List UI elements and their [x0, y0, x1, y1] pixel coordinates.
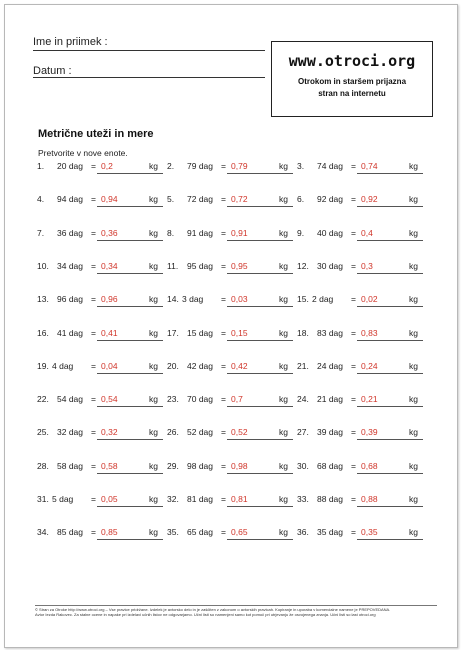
answer-line	[97, 539, 163, 540]
equals-sign: =	[221, 294, 226, 305]
unit-label: kg	[149, 427, 158, 438]
site-logo	[271, 41, 433, 117]
exercise-answer: 0,72	[231, 194, 248, 205]
exercise-answer: 0,02	[361, 294, 378, 305]
equals-sign: =	[351, 227, 356, 238]
exercise-quantity: 40 dag	[317, 227, 343, 238]
answer-line	[97, 306, 163, 307]
exercise-answer: 0,03	[231, 294, 248, 305]
exercise-answer: 0,2	[101, 161, 113, 171]
exercise-item	[297, 161, 425, 175]
exercise-item	[167, 427, 295, 441]
exercise-item	[37, 261, 165, 275]
exercise-quantity: 3 dag	[182, 294, 204, 305]
exercise-quantity: 24 dag	[317, 360, 343, 371]
exercise-number: 19.	[37, 360, 49, 371]
equals-sign: =	[351, 161, 356, 171]
exercise-item	[297, 261, 425, 275]
exercise-number: 13.	[37, 294, 49, 305]
answer-line	[357, 340, 423, 341]
equals-sign: =	[351, 194, 356, 205]
unit-label: kg	[279, 460, 288, 471]
exercise-quantity: 72 dag	[187, 194, 213, 205]
answer-line	[357, 240, 423, 241]
unit-label: kg	[149, 460, 158, 471]
unit-label: kg	[409, 494, 418, 504]
answer-line	[357, 506, 423, 507]
exercise-quantity: 41 dag	[57, 327, 83, 338]
exercise-quantity: 95 dag	[187, 260, 213, 271]
exercise-item	[167, 228, 295, 242]
exercise-number: 29.	[167, 460, 179, 471]
logo-tagline-2: stran na internetu	[318, 89, 386, 98]
answer-line	[97, 373, 163, 374]
logo-tagline-1: Otrokom in staršem prijazna	[297, 77, 407, 86]
unit-label: kg	[149, 194, 158, 205]
exercise-number: 10.	[37, 260, 49, 271]
exercise-quantity: 36 dag	[57, 227, 83, 238]
exercise-number: 21.	[297, 360, 309, 371]
exercise-item	[297, 527, 425, 541]
exercise-number: 23.	[167, 394, 179, 405]
answer-line	[357, 406, 423, 407]
exercise-item	[167, 328, 295, 342]
answer-line	[227, 473, 293, 474]
exercise-number: 18.	[297, 327, 309, 338]
exercise-number: 25.	[37, 427, 49, 438]
equals-sign: =	[221, 527, 226, 538]
answer-line	[97, 473, 163, 474]
exercise-number: 33.	[297, 494, 309, 504]
exercise-quantity: 21 dag	[317, 394, 343, 405]
exercise-answer: 0,74	[361, 161, 378, 171]
exercise-number: 6.	[297, 194, 305, 205]
exercise-answer: 0,34	[101, 260, 118, 271]
unit-label: kg	[409, 394, 418, 405]
answer-line	[227, 240, 293, 241]
exercise-item	[297, 461, 425, 475]
exercise-number: 17.	[167, 327, 179, 338]
exercise-number: 14.	[167, 294, 179, 305]
exercise-quantity: 30 dag	[317, 260, 343, 271]
exercise-answer: 0,94	[101, 194, 118, 205]
exercise-item	[37, 294, 165, 308]
exercise-answer: 0,54	[101, 394, 118, 405]
exercise-answer: 0,83	[361, 327, 378, 338]
answer-line	[227, 406, 293, 407]
exercise-answer: 0,04	[101, 360, 118, 371]
answer-line	[97, 340, 163, 341]
footer-divider	[35, 605, 437, 606]
exercise-answer: 0,21	[361, 394, 378, 405]
equals-sign: =	[351, 327, 356, 338]
answer-line	[97, 273, 163, 274]
exercise-quantity: 34 dag	[57, 260, 83, 271]
logo-url: www.otroci.org	[288, 52, 416, 70]
footer-line-2: Avtor Iezda Rakovec. Za stalne ocene in napake pri izdelavi učnih listov ne odgovarjamo. Učni listi so namenjeni samo kot pomoč pri utrjevanju že osvojenega znanja. Učni listi so last otroci.org	[35, 612, 376, 617]
equals-sign: =	[221, 360, 226, 371]
exercise-quantity: 52 dag	[187, 427, 213, 438]
unit-label: kg	[279, 327, 288, 338]
date-line	[33, 77, 265, 78]
unit-label: kg	[279, 260, 288, 271]
equals-sign: =	[91, 260, 96, 271]
exercise-quantity: 4 dag	[52, 360, 74, 371]
exercise-number: 34.	[37, 527, 49, 538]
answer-line	[227, 273, 293, 274]
exercise-quantity: 2 dag	[312, 294, 334, 305]
exercise-answer: 0,36	[101, 227, 118, 238]
answer-line	[97, 173, 163, 174]
exercise-number: 31.	[37, 494, 49, 504]
exercise-item	[37, 427, 165, 441]
exercise-quantity: 81 dag	[187, 494, 213, 504]
unit-label: kg	[149, 494, 158, 504]
unit-label: kg	[279, 494, 288, 504]
exercise-answer: 0,81	[231, 494, 248, 504]
equals-sign: =	[91, 527, 96, 538]
exercise-number: 7.	[37, 227, 45, 238]
exercise-answer: 0,68	[361, 460, 378, 471]
exercise-item	[167, 527, 295, 541]
exercise-answer: 0,98	[231, 460, 248, 471]
exercise-number: 32.	[167, 494, 179, 504]
worksheet-title: Metrične uteži in mere	[38, 128, 154, 140]
answer-line	[357, 306, 423, 307]
exercise-number: 27.	[297, 427, 309, 438]
equals-sign: =	[91, 327, 96, 338]
exercise-item	[167, 161, 295, 175]
equals-sign: =	[221, 194, 226, 205]
exercise-item	[37, 194, 165, 208]
logo-tagline	[272, 76, 432, 100]
equals-sign: =	[91, 294, 96, 305]
footer-copyright	[35, 607, 437, 617]
exercise-item	[37, 494, 165, 508]
unit-label: kg	[279, 161, 288, 171]
unit-label: kg	[409, 260, 418, 271]
unit-label: kg	[279, 360, 288, 371]
exercise-number: 35.	[167, 527, 179, 538]
exercise-quantity: 39 dag	[317, 427, 343, 438]
answer-line	[227, 340, 293, 341]
equals-sign: =	[91, 227, 96, 238]
answer-line	[357, 173, 423, 174]
unit-label: kg	[279, 427, 288, 438]
exercise-item	[37, 161, 165, 175]
answer-line	[357, 473, 423, 474]
unit-label: kg	[279, 194, 288, 205]
equals-sign: =	[91, 494, 96, 504]
unit-label: kg	[409, 460, 418, 471]
exercise-quantity: 54 dag	[57, 394, 83, 405]
exercise-answer: 0,88	[361, 494, 378, 504]
answer-line	[97, 206, 163, 207]
exercise-quantity: 5 dag	[52, 494, 74, 504]
equals-sign: =	[351, 494, 356, 504]
exercise-answer: 0,32	[101, 427, 118, 438]
equals-sign: =	[91, 460, 96, 471]
exercise-number: 28.	[37, 460, 49, 471]
answer-line	[227, 373, 293, 374]
exercise-answer: 0,58	[101, 460, 118, 471]
exercise-answer: 0,24	[361, 360, 378, 371]
answer-line	[97, 506, 163, 507]
exercise-quantity: 98 dag	[187, 460, 213, 471]
exercise-answer: 0,52	[231, 427, 248, 438]
unit-label: kg	[149, 394, 158, 405]
answer-line	[97, 240, 163, 241]
equals-sign: =	[221, 460, 226, 471]
answer-line	[227, 173, 293, 174]
unit-label: kg	[279, 294, 288, 305]
unit-label: kg	[149, 360, 158, 371]
answer-line	[97, 439, 163, 440]
name-label: Ime in priimek :	[33, 36, 108, 48]
unit-label: kg	[409, 360, 418, 371]
exercise-item	[167, 361, 295, 375]
unit-label: kg	[149, 294, 158, 305]
equals-sign: =	[351, 294, 356, 305]
exercise-answer: 0,39	[361, 427, 378, 438]
unit-label: kg	[149, 327, 158, 338]
exercise-number: 1.	[37, 161, 45, 171]
exercise-number: 12.	[297, 260, 309, 271]
exercise-item	[297, 194, 425, 208]
equals-sign: =	[351, 460, 356, 471]
exercise-quantity: 88 dag	[317, 494, 343, 504]
equals-sign: =	[91, 427, 96, 438]
equals-sign: =	[221, 427, 226, 438]
exercise-number: 30.	[297, 460, 309, 471]
unit-label: kg	[409, 327, 418, 338]
unit-label: kg	[409, 427, 418, 438]
exercise-item	[297, 294, 425, 308]
exercise-number: 16.	[37, 327, 49, 338]
unit-label: kg	[149, 161, 158, 171]
equals-sign: =	[221, 394, 226, 405]
answer-line	[357, 206, 423, 207]
exercise-answer: 0,35	[361, 527, 378, 538]
exercise-item	[37, 361, 165, 375]
exercise-quantity: 96 dag	[57, 294, 83, 305]
unit-label: kg	[409, 227, 418, 238]
exercise-answer: 0,7	[231, 394, 243, 405]
exercise-number: 9.	[297, 227, 305, 238]
unit-label: kg	[149, 227, 158, 238]
equals-sign: =	[351, 360, 356, 371]
exercise-number: 3.	[297, 161, 305, 171]
exercise-quantity: 58 dag	[57, 460, 83, 471]
exercise-item	[167, 461, 295, 475]
unit-label: kg	[149, 527, 158, 538]
worksheet-page	[4, 4, 458, 648]
unit-label: kg	[279, 394, 288, 405]
answer-line	[357, 373, 423, 374]
exercise-item	[37, 328, 165, 342]
equals-sign: =	[351, 394, 356, 405]
exercise-quantity: 85 dag	[57, 527, 83, 538]
equals-sign: =	[221, 161, 226, 171]
unit-label: kg	[409, 527, 418, 538]
equals-sign: =	[91, 360, 96, 371]
unit-label: kg	[409, 194, 418, 205]
exercise-answer: 0,85	[101, 527, 118, 538]
answer-line	[227, 206, 293, 207]
equals-sign: =	[351, 427, 356, 438]
exercise-quantity: 15 dag	[187, 327, 213, 338]
exercise-quantity: 65 dag	[187, 527, 213, 538]
equals-sign: =	[221, 260, 226, 271]
answer-line	[357, 439, 423, 440]
unit-label: kg	[149, 260, 158, 271]
exercise-quantity: 68 dag	[317, 460, 343, 471]
footer-line-1: © Stran za Otroke http://www.otroci.org – Vse pravice pridržane. Izdelek je avtorsko delo in je zaščiten z zakonom o avtorskih pravicah. Kopiranje in uporaba v komercialne namene je PREPOVEDANA.	[35, 607, 391, 612]
exercise-number: 15.	[297, 294, 309, 305]
unit-label: kg	[279, 227, 288, 238]
exercise-answer: 0,79	[231, 161, 248, 171]
equals-sign: =	[91, 394, 96, 405]
exercise-number: 2.	[167, 161, 175, 171]
exercise-quantity: 83 dag	[317, 327, 343, 338]
exercise-answer: 0,95	[231, 260, 248, 271]
exercise-answer: 0,91	[231, 227, 248, 238]
exercise-quantity: 79 dag	[187, 161, 213, 171]
exercise-item	[167, 261, 295, 275]
exercise-item	[297, 394, 425, 408]
date-label: Datum :	[33, 65, 72, 77]
equals-sign: =	[351, 527, 356, 538]
answer-line	[227, 439, 293, 440]
exercise-quantity: 42 dag	[187, 360, 213, 371]
equals-sign: =	[91, 161, 96, 171]
exercise-item	[297, 328, 425, 342]
exercise-item	[37, 527, 165, 541]
exercise-quantity: 70 dag	[187, 394, 213, 405]
exercise-item	[297, 494, 425, 508]
exercise-number: 26.	[167, 427, 179, 438]
unit-label: kg	[279, 527, 288, 538]
exercise-number: 22.	[37, 394, 49, 405]
answer-line	[227, 506, 293, 507]
exercise-number: 20.	[167, 360, 179, 371]
equals-sign: =	[351, 260, 356, 271]
exercise-quantity: 20 dag	[57, 161, 83, 171]
exercise-number: 5.	[167, 194, 175, 205]
name-line	[33, 50, 265, 51]
exercise-quantity: 35 dag	[317, 527, 343, 538]
exercise-item	[37, 228, 165, 242]
exercise-item	[37, 461, 165, 475]
exercise-number: 4.	[37, 194, 45, 205]
answer-line	[97, 406, 163, 407]
exercise-item	[297, 228, 425, 242]
unit-label: kg	[409, 161, 418, 171]
answer-line	[227, 306, 293, 307]
exercise-item	[167, 194, 295, 208]
exercise-answer: 0,96	[101, 294, 118, 305]
exercise-quantity: 94 dag	[57, 194, 83, 205]
exercise-number: 11.	[167, 260, 179, 271]
exercise-answer: 0,15	[231, 327, 248, 338]
answer-line	[357, 273, 423, 274]
exercise-item	[167, 394, 295, 408]
worksheet-instruction: Pretvorite v nove enote.	[38, 148, 128, 158]
exercise-number: 36.	[297, 527, 309, 538]
exercise-answer: 0,42	[231, 360, 248, 371]
equals-sign: =	[221, 227, 226, 238]
exercise-item	[37, 394, 165, 408]
exercise-answer: 0,4	[361, 227, 373, 238]
equals-sign: =	[91, 194, 96, 205]
exercise-item	[297, 361, 425, 375]
exercise-number: 8.	[167, 227, 175, 238]
equals-sign: =	[221, 494, 226, 504]
equals-sign: =	[221, 327, 226, 338]
exercise-quantity: 74 dag	[317, 161, 343, 171]
exercise-answer: 0,3	[361, 260, 373, 271]
exercise-item	[297, 427, 425, 441]
exercise-quantity: 32 dag	[57, 427, 83, 438]
answer-line	[227, 539, 293, 540]
exercise-number: 24.	[297, 394, 309, 405]
exercise-item	[167, 294, 295, 308]
exercise-answer: 0,41	[101, 327, 118, 338]
exercise-answer: 0,65	[231, 527, 248, 538]
answer-line	[357, 539, 423, 540]
unit-label: kg	[409, 294, 418, 305]
exercise-answer: 0,05	[101, 494, 118, 504]
exercise-quantity: 91 dag	[187, 227, 213, 238]
exercise-answer: 0,92	[361, 194, 378, 205]
exercise-quantity: 92 dag	[317, 194, 343, 205]
exercise-item	[167, 494, 295, 508]
